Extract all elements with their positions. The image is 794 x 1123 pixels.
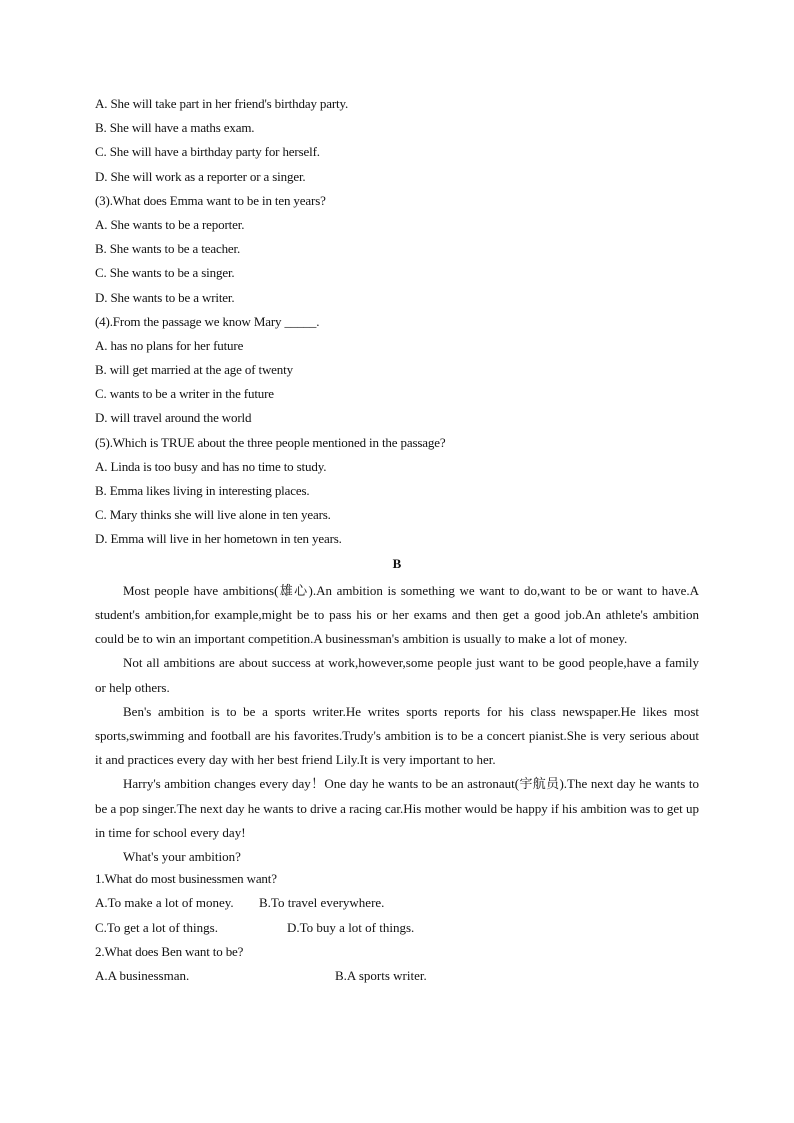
q2-option-d: D. She will work as a reporter or a singer. — [95, 168, 306, 184]
passage-paragraph-3: Ben's ambition is to be a sports writer.He writes sports reports for his class newspaper.He likes most sports,swimming and football are his favorites.Trudy's ambition is to be a concert pianist.She is very serious about it and practices every day with her best friend Lily.It is very important to her. — [95, 703, 699, 768]
b-q2-options-row-1 — [95, 966, 699, 990]
passage-paragraph-4: Harry's ambition changes every day！One day he wants to be an astronaut(宇航员).The next day he wants to be a pop singer.The next day he wants to drive a racing car.His mother would be happy if his ambition was to get up in time for school every day! — [95, 776, 699, 840]
q3-option-b: B. She wants to be a teacher. — [95, 241, 241, 257]
passage-paragraph-5: What's your ambition? — [123, 848, 241, 864]
document-page — [95, 94, 699, 990]
q3-option-a: A. She wants to be a reporter. — [95, 216, 245, 232]
passage-paragraph-1: Most people have ambitions(雄心).An ambition is something we want to do,want to be or want to have.A student's ambition,for example,might be to pass his or her exams and then get a good job.An athlete's ambition could be to win an important competition.A businessman's ambition is usually to make a lot of money. — [95, 582, 699, 647]
q2-option-a: A. She will take part in her friend's birthday party. — [95, 96, 349, 111]
passage-paragraph-2: Not all ambitions are about success at work,however,some people just want to be good people,have a family or help others. — [95, 655, 699, 695]
q2-option-c: C. She will have a birthday party for herself. — [95, 144, 320, 160]
q2-option-b: B. She will have a maths exam. — [95, 120, 255, 136]
q5-option-b: B. Emma likes living in interesting places. — [95, 483, 310, 498]
q4-option-d: D. will travel around the world — [95, 410, 252, 426]
b-q1-options-row-2 — [95, 918, 699, 942]
b-q1-option-d: D.To buy a lot of things. — [287, 919, 415, 935]
b-q1-options-row-1 — [95, 893, 699, 917]
b-q1-option-b: B.To travel everywhere. — [259, 895, 385, 911]
q4-option-b: B. will get married at the age of twenty — [95, 362, 293, 378]
section-b-title: B — [392, 555, 402, 571]
q4-option-a: A. has no plans for her future — [95, 337, 244, 353]
b-q1-option-c: C.To get a lot of things. — [95, 919, 218, 935]
q3-option-c: C. She wants to be a singer. — [95, 265, 235, 281]
b-q2-question: 2.What does Ben want to be? — [95, 943, 244, 959]
b-q2-option-b: B.A sports writer. — [335, 967, 427, 983]
b-q1-question: 1.What do most businessmen want? — [95, 871, 277, 887]
q5-option-a: A. Linda is too busy and has no time to study. — [95, 458, 327, 474]
q4-option-c: C. wants to be a writer in the future — [95, 386, 274, 402]
q3-question: (3).What does Emma want to be in ten years? — [95, 192, 326, 208]
q5-option-d: D. Emma will live in her hometown in ten years. — [95, 531, 342, 547]
q5-question: (5).Which is TRUE about the three people mentioned in the passage? — [95, 434, 446, 450]
q4-question: (4).From the passage we know Mary _____. — [95, 313, 320, 329]
b-q1-option-a: A.To make a lot of money. — [95, 895, 234, 911]
b-q2-option-a: A.A businessman. — [95, 967, 190, 983]
q5-option-c: C. Mary thinks she will live alone in ten years. — [95, 507, 331, 523]
q3-option-d: D. She wants to be a writer. — [95, 289, 235, 305]
